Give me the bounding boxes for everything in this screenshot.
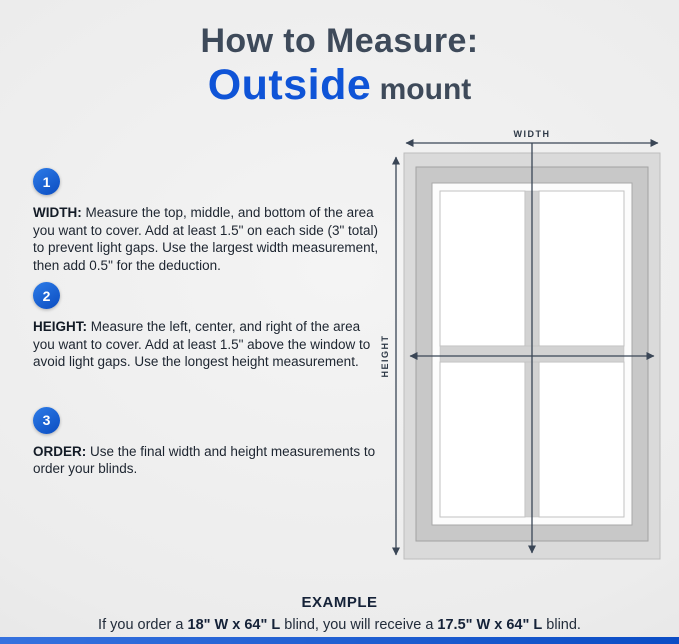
- step-3-label: ORDER:: [33, 443, 87, 459]
- step-order: [33, 407, 383, 478]
- step-height: [33, 282, 383, 371]
- step-1-body: Measure the top, middle, and bottom of the area you want to cover. Add at least 1.5" on each side (3" total) to prevent light gaps. Use the largest width measurement, then add 0.5" for the deduction.: [33, 205, 379, 273]
- steps-list: [33, 168, 383, 486]
- width-label: WIDTH: [513, 129, 551, 139]
- step-3-text: [33, 443, 383, 478]
- step-width: [33, 168, 383, 274]
- step-1-label: WIDTH:: [33, 205, 82, 220]
- example-suffix: blind.: [542, 617, 581, 633]
- step-3-number-badge: 3: [33, 407, 60, 434]
- height-label: HEIGHT: [380, 334, 390, 378]
- example-footer: [0, 594, 679, 633]
- window-pane-top-left: [440, 191, 525, 346]
- window-measurement-diagram: [380, 127, 672, 567]
- page-header: [0, 22, 679, 109]
- example-order-size: 18" W x 64" L: [187, 617, 281, 633]
- step-1-text: [33, 204, 383, 274]
- window-pane-top-right: [539, 191, 624, 346]
- step-2-number-badge: 2: [33, 282, 60, 309]
- step-3-body: Use the final width and height measurements to order your blinds.: [33, 443, 376, 477]
- window-pane-bottom-left: [440, 362, 525, 517]
- example-middle: blind, you will receive a: [280, 617, 438, 633]
- example-receive-size: 17.5" W x 64" L: [437, 617, 543, 633]
- page-subtitle: [0, 62, 679, 109]
- accent-bar: [0, 637, 679, 644]
- step-2-text: [33, 318, 383, 371]
- page-title: How to Measure:: [200, 22, 479, 60]
- window-diagram-svg: [380, 127, 672, 567]
- step-2-label: HEIGHT:: [33, 319, 87, 335]
- example-sentence: [0, 617, 679, 633]
- example-prefix: If you order a: [98, 617, 188, 633]
- step-1-number-badge: 1: [33, 168, 60, 195]
- step-2-body: Measure the left, center, and right of the area you want to cover. Add at least 1.5" above the window to avoid light gaps. Use the longest height measurement.: [33, 319, 371, 370]
- window-pane-bottom-right: [539, 362, 624, 517]
- example-heading: EXAMPLE: [301, 594, 378, 611]
- mount-type-highlight: Outside: [207, 61, 372, 109]
- mount-word: mount: [371, 73, 472, 106]
